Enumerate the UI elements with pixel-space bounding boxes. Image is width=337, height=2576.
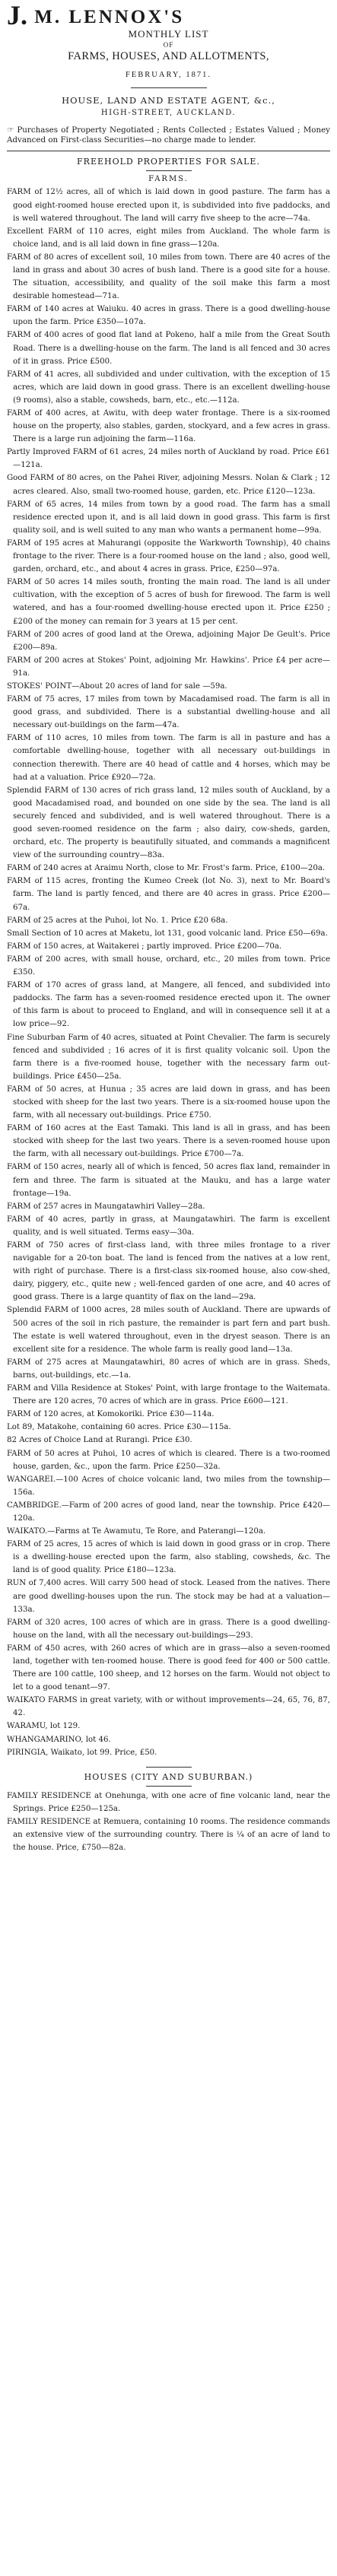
masthead-name: M. LENNOX'S [34,7,185,27]
listing-entry: Partly Improved FARM of 61 acres, 24 miles north of Auckland by road. Price £61—121a. [7,448,330,470]
listing-entry: Fine Suburban Farm of 40 acres, situated at Point Chevalier. The farm is securely fenced and subdivided ; 16 acres of it is first quality volcanic soil. Upon the farm there is a five-roomed house, together with the necessary farm out-buildings. Price £450—25a. [7,1033,330,1081]
freehold-heading: FREEHOLD PROPERTIES FOR SALE. [77,157,260,167]
listing-entry: FARM of 750 acres of first-class land, with three miles frontage to a river navigable for a 20-ton boat. The land is fenced from the natives at a low rent, with right of purchase. There is a first-class six-roomed house, also cow-shed, dairy, piggery, etc., quite new ; well-fenced garden of one acre, and 40 acres of good grass. There is a large quantity of flax on the land—29a. [7,1241,330,1302]
listing-entry: FARM of 275 acres at Maungatawhiri, 80 acres of which are in grass. Sheds, barns, out-buildings, etc.—1a. [7,1358,330,1380]
houses-underline [146,1786,192,1787]
listing-entry: FARM of 150 acres, at Waitakerei ; partly improved. Price £200—70a. [7,942,282,951]
listing-entry: FARM of 160 acres at the East Tamaki. This land is all in grass, and has been stocked with sheep for the last two years. There is a seven-roomed house upon the farm, with all necessary out-buildings. Price £700—7a. [7,1124,330,1159]
listing-entry: FARM of 25 acres, 15 acres of which is laid down in good grass or in crop. There is a dwelling-house erected upon the farm, also stabling, cowsheds, &c. The land is of good quality. Price £180—123a. [7,1540,330,1575]
list-subject: FARMS, HOUSES, AND ALLOTMENTS, [68,50,269,62]
farm-listings [7,186,330,1758]
houses-divider [146,1767,192,1768]
listing-entry: WHANGAMARINO, lot 46. [7,1735,111,1744]
listing-entry: FARM of 400 acres, at Awitu, with deep water frontage. There is a six-roomed house on the property, also stables, garden, stockyard, and a few acres in grass. There is a large run adjoining the farm—116a. [7,409,330,444]
listing-entry: FARM of 12½ acres, all of which is laid down in good pasture. The farm has a good eight-roomed house erected upon it, is subdivided into five paddocks, and is well watered throughout. The land will carry five sheep to the acre—74a. [7,188,330,223]
listing-entry: FARM of 140 acres at Waiuku. 40 acres in grass. There is a good dwelling-house upon the farm. Price £350—107a. [7,305,330,327]
services-notice: ☞ Purchases of Property Negotiated ; Rents Collected ; Estates Valued ; Money Advanced on First-class Securities—no charge made to lender. [7,125,330,145]
masthead-initial: J. [7,0,27,30]
listing-entry: FARM of 25 acres at the Puhoi, lot No. 1. Price £20 68a. [7,916,228,925]
listing-entry: FARM of 150 acres, nearly all of which is fenced, 50 acres flax land, remainder in fern and three. The farm is situated at the Mauku, and has a large water frontage—19a. [7,1163,330,1198]
listing-entry: WAIKATO FARMS in great variety, with or without improvements—24, 65, 76, 87, 42. [7,1696,330,1718]
listing-entry: FARM of 200 acres of good land at the Orewa, adjoining Major De Geult's. Price £200—89a. [7,630,330,652]
issue-date: FEBRUARY, 1871. [126,71,211,79]
listing-entry: WARAMU, lot 129. [7,1722,81,1731]
listing-entry: Splendid FARM of 130 acres of rich grass land, 12 miles south of Auckland, by a good Macadamised road, and bounded on one side by the sea. The land is all securely fenced and subdivided, and is well watered throughout. There is a good seven-roomed residence on the farm ; also dairy, cow-sheds, garden, orchard, etc. The property is beautifully situated, and commands a magnificent view of the surrounding country—83a. [7,786,330,860]
house-listings [7,1790,330,1854]
listing-entry: WANGAREI.—100 Acres of choice volcanic land, two miles from the township—156a. [7,1475,330,1497]
listing-entry: Splendid FARM of 1000 acres, 28 miles south of Auckland. There are upwards of 500 acres of the soil in rich pasture, the remainder is part fern and part bush. The estate is well watered throughout, even in the dryest season. There is an excellent site for a residence. The whole farm is really good land—13a. [7,1306,330,1354]
listing-entry: FARM of 65 acres, 14 miles from town by a good road. The farm has a small residence erected upon it, and is all laid down in good grass. This farm is first quality soil, and is well suited to any man who wants a permanent home—99a. [7,500,330,535]
listing-entry: FARM of 200 acres, with small house, orchard, etc., 20 miles from town. Price £350. [7,954,330,977]
listing-entry: FARM of 50 acres, at Hunua ; 35 acres are laid down in grass, and has been stocked with sheep for the last two years. There is a six-roomed house upon the farm, with all necessary out-buildings. Price £750. [7,1085,330,1120]
agent-title: HOUSE, LAND AND ESTATE AGENT, &c., [62,95,275,106]
listing-entry: RUN of 7,400 acres. Will carry 500 head of stock. Leased from the natives. There are good dwelling-houses upon the run. The stock may be had at a valuation—133a. [7,1579,330,1614]
listing-entry: 82 Acres of Choice Land at Rurangi. Price £30. [7,1436,192,1445]
listing-entry: FARM of 41 acres, all subdivided and under cultivation, with the exception of 15 acres, which are laid down in good grass. There is an excellent dwelling-house (9 rooms), also a stable, cowsheds, barn, etc., etc.—112a. [7,370,330,405]
freehold-underline [146,170,192,171]
listing-entry: FARM of 120 acres, at Komokoriki. Price £30—114a. [7,1410,215,1419]
list-title: MONTHLY LIST [128,28,209,40]
listing-entry: Excellent FARM of 110 acres, eight miles from Auckland. The whole farm is choice land, and is all laid down in fine grass—120a. [7,227,330,249]
listing-entry: FARM of 50 acres at Puhoi, 10 acres of which is cleared. There is a two-roomed house, garden, &c., upon the farm. Price £250—32a. [7,1449,330,1471]
listing-entry: FARM of 320 acres, 100 acres of which are in grass. There is a good dwelling-house on the land, with all the necessary out-buildings—293. [7,1618,330,1640]
listing-entry: FARM of 50 acres 14 miles south, fronting the main road. The land is all under cultivation, with the exception of 5 acres of bush for firewood. The farm is well watered, and has a four-roomed dwelling-house erected upon it. Price £250 ; £200 of the money can remain for 3 years at 15 per cent. [7,578,330,626]
listing-entry: FAMILY RESIDENCE at Remuera, containing 10 rooms. The residence commands an extensive view of the surrounding country. There is ¼ of an acre of land to the house. Price, £750—82a. [7,1817,330,1853]
listing-entry: FARM of 200 acres at Stokes' Point, adjoining Mr. Hawkins'. Price £4 per acre—91a. [7,656,330,678]
farms-heading: FARMS. [148,175,189,184]
listing-entry: Good FARM of 80 acres, on the Pahei River, adjoining Messrs. Nolan & Clark ; 12 acres cleared. Also, small two-roomed house, garden, etc. Price £120—123a. [7,474,330,496]
listing-entry: FARM of 400 acres of good flat land at Pokeno, half a mile from the Great South Road. There is a dwelling-house on the farm. The land is all fenced and 30 acres of it in grass. Price £500. [7,331,330,366]
listing-entry: Lot 89, Matakohe, containing 60 acres. Price £30—115a. [7,1423,231,1432]
masthead [7,0,330,30]
listing-entry: FARM and Villa Residence at Stokes' Point, with large frontage to the Waitemata. There are 120 acres, 70 acres of which are in grass. Price £600—121. [7,1384,330,1406]
listing-entry: FARM of 110 acres, 10 miles from town. The farm is all in pasture and has a comfortable dwelling-house, together with all necessary out-buildings in connection therewith. There are 40 head of cattle and 4 horses, which may be had at a valuation. Price £920—72a. [7,734,330,782]
listing-entry: STOKES' POINT—About 20 acres of land for sale —59a. [7,681,227,691]
houses-heading: HOUSES (CITY AND SUBURBAN.) [84,1771,253,1782]
listing-entry: FARM of 40 acres, partly in grass, at Maungatawhiri. The farm is excellent quality, and is well situated. Terms easy—30a. [7,1215,330,1237]
list-of: OF [163,41,174,49]
listing-entry: PIRINGIA, Waikato, lot 99. Price, £50. [7,1748,157,1757]
listing-entry: FARM of 75 acres, 17 miles from town by Macadamised road. The farm is all in good grass, and subdivided. There is a substantial dwelling-house and all necessary out-buildings on the farm—47a. [7,695,330,730]
listing-entry: Small Section of 10 acres at Maketu, lot 131, good volcanic land. Price £50—69a. [7,929,328,938]
agent-address: HIGH-STREET, AUCKLAND. [100,109,237,117]
listing-entry: FARM of 170 acres of grass land, at Mangere, all fenced, and subdivided into paddocks. The farm has a seven-roomed residence erected upon it. The owner of this farm is about to proceed to England, and will in consequence sell it at a low price—92. [7,981,330,1029]
listing-entry: FARM of 240 acres at Araimu North, close to Mr. Frost's farm. Price, £100—20a. [7,864,326,873]
listing-entry: FARM of 115 acres, fronting the Kumeo Creek (lot No. 3), next to Mr. Board's farm. The land is partly fenced, and there are 40 acres in grass. Price £200—67a. [7,877,330,912]
listing-entry: WAIKATO.—Farms at Te Awamutu, Te Rore, and Paterangi—120a. [7,1527,266,1536]
listing-entry: FARM of 257 acres in Maungatawhiri Valley—28a. [7,1202,205,1211]
listing-entry: FARM of 80 acres of excellent soil, 10 miles from town. There are 40 acres of the land in grass and about 30 acres of bush land. There is a good site for a house. The situation, accessibility, and quality of the soil make this farm a most desirable homestead—71a. [7,253,330,301]
short-divider [131,87,207,88]
listing-entry: FARM of 450 acres, with 260 acres of which are in grass—also a seven-roomed land, together with ten-roomed house. There is good feed for 400 or 500 cattle. There are 100 cattle, 100 sheep, and 12 horses on the farm. Would not object to let to a good tenant—97. [7,1644,330,1692]
listing-entry: FAMILY RESIDENCE at Onehunga, with one acre of fine volcanic land, near the Springs. Price £250—125a. [7,1791,330,1813]
listing-entry: CAMBRIDGE.—Farm of 200 acres of good land, near the township. Price £420—120a. [7,1501,330,1523]
listing-entry: FARM of 195 acres at Mahurangi (opposite the Warkworth Township), 40 chains frontage to the river. There is a four-roomed house on the land ; also, good well, garden, orchard, etc., and about 4 acres in grass. Price, £250—97a. [7,538,330,574]
